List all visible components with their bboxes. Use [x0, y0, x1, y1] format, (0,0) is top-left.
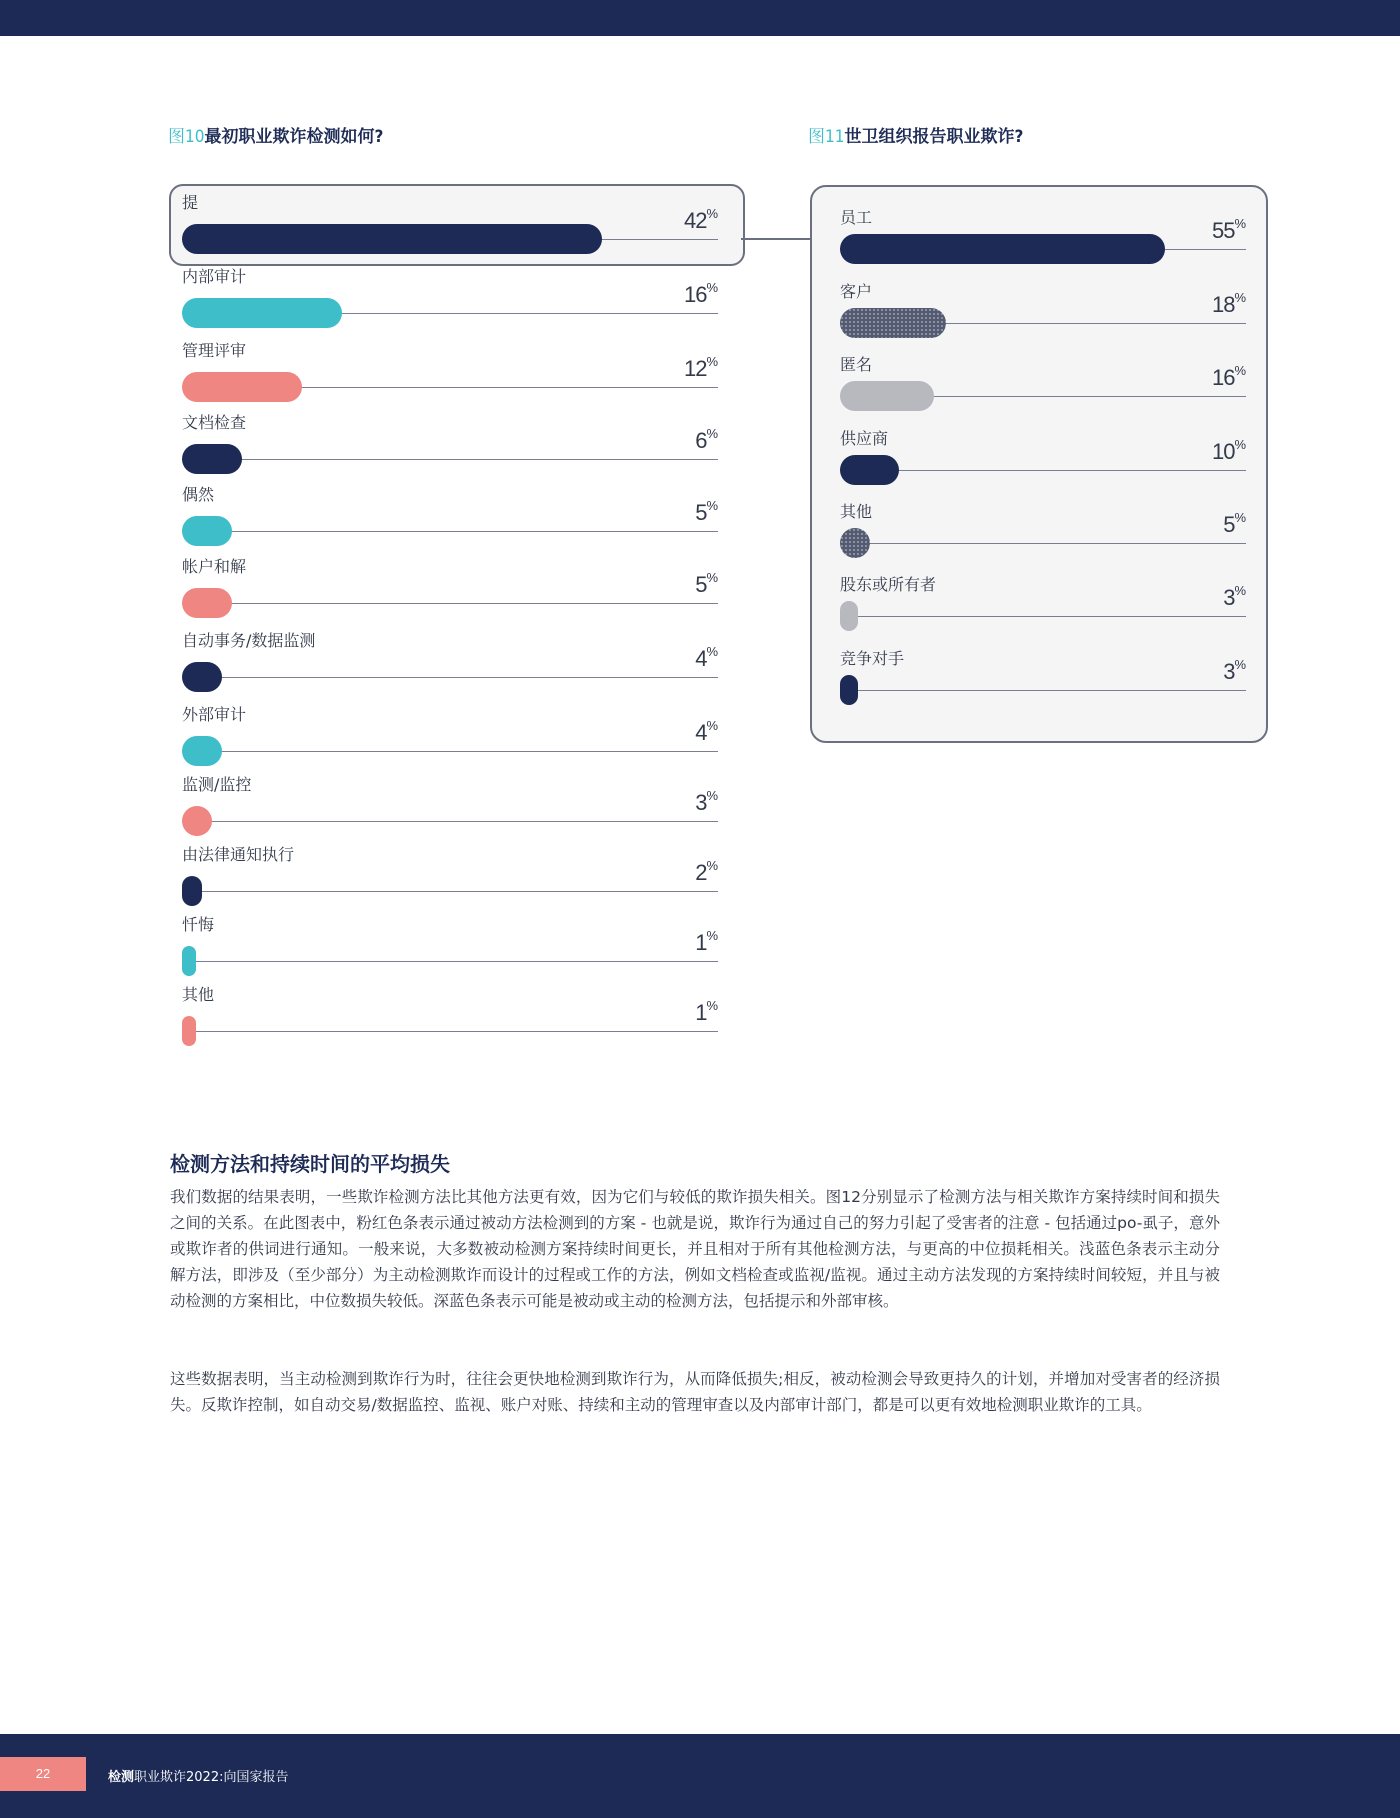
baseline	[182, 821, 718, 822]
bar-label: 其他	[840, 502, 873, 521]
value-label: 18%	[1211, 290, 1246, 317]
bar-label: 监测/监控	[182, 775, 252, 794]
value-label: 42%	[683, 206, 718, 233]
footer-title	[108, 1766, 288, 1785]
bar	[840, 601, 858, 631]
chart-row	[836, 352, 1246, 422]
figure11-chart	[836, 205, 1246, 725]
bar-label: 外部审计	[182, 705, 247, 724]
bar	[182, 298, 342, 328]
figure10-title	[168, 122, 383, 147]
footer-title-rest: 职业欺诈2022:向国家报告	[134, 1770, 289, 1785]
chart-row	[178, 482, 718, 552]
chart-row	[178, 912, 718, 982]
baseline	[182, 459, 718, 460]
bar-label: 客户	[840, 282, 873, 301]
bar	[840, 308, 946, 338]
baseline	[840, 616, 1246, 617]
baseline	[182, 1031, 718, 1032]
value-label: 16%	[683, 280, 718, 307]
bar	[840, 675, 858, 705]
bar	[182, 876, 202, 906]
chart-row	[178, 982, 718, 1052]
bar	[840, 381, 934, 411]
section-paragraph-2: 这些数据表明，当主动检测到欺诈行为时，往往会更快地检测到欺诈行为，从而降低损失;相反，被动检测会导致更持久的计划，并增加对受害者的经济损失。反欺诈控制，如自动交易/数据监控、监视、账户对账、持续和主动的管理审查以及内部审计部门，都是可以更有效地检测职业欺诈的工具。	[170, 1370, 1220, 1414]
value-label: 55%	[1211, 216, 1246, 243]
figure10-number: 图10	[168, 127, 205, 147]
bar	[182, 224, 602, 254]
chart-row	[178, 842, 718, 912]
bar	[182, 588, 232, 618]
footer-title-bold: 检测	[108, 1770, 135, 1785]
value-label: 2%	[695, 858, 718, 885]
value-label: 5%	[1223, 510, 1246, 537]
bar-label: 员工	[840, 208, 873, 227]
chart-row	[836, 572, 1246, 642]
bar-label: 匿名	[840, 355, 873, 374]
figure10-title-text: 最初职业欺诈检测如何?	[204, 127, 384, 147]
chart-row	[178, 410, 718, 480]
value-label: 3%	[1223, 583, 1246, 610]
bar-label: 供应商	[840, 429, 889, 448]
chart-row	[836, 499, 1246, 569]
value-label: 10%	[1211, 437, 1246, 464]
figure11-number: 图11	[808, 127, 845, 147]
bar-label: 股东或所有者	[840, 575, 937, 594]
baseline	[840, 543, 1246, 544]
value-label: 3%	[695, 788, 718, 815]
bar	[840, 234, 1165, 264]
chart-row	[178, 338, 718, 408]
bar-label: 提	[182, 193, 199, 212]
section-title: 检测方法和持续时间的平均损失	[170, 1152, 450, 1176]
bar-label: 忏悔	[182, 915, 215, 934]
chart-row	[178, 772, 718, 842]
baseline	[840, 690, 1246, 691]
figure10-chart	[178, 190, 718, 1030]
figure11-title-text: 世卫组织报告职业欺诈?	[844, 127, 1024, 147]
value-label: 4%	[695, 644, 718, 671]
bar-label: 其他	[182, 985, 215, 1004]
baseline	[182, 603, 718, 604]
bar-label: 帐户和解	[182, 557, 247, 576]
section-paragraph-1: 我们数据的结果表明，一些欺诈检测方法比其他方法更有效，因为它们与较低的欺诈损失相关。图12分别显示了检测方法与相关欺诈方案持续时间和损失之间的关系。在此图表中，粉红色条表示通过被动方法检测到的方案 - 也就是说，欺诈行为通过自己的努力引起了受害者的注意 - 包括通过po-虱子，意外或欺诈者的供词进行通知。一般来说，大多数被动检测方案持续时间更长，并且相对于所有其他检测方法，与更高的中位损耗相关。浅蓝色条表示主动分解方法，即涉及（至少部分）为主动检测欺诈而设计的过程或工作的方法，例如文档检查或监视/监视。通过主动方法发现的方案持续时间较短，并且与被动检测的方案相比，中位数损失较低。深蓝色条表示可能是被动或主动的检测方法，包括提示和外部审核。	[170, 1188, 1220, 1310]
bar	[182, 372, 302, 402]
baseline	[182, 751, 718, 752]
bar	[840, 528, 870, 558]
frame-connector-line	[741, 238, 811, 240]
value-label: 1%	[695, 928, 718, 955]
bar	[182, 516, 232, 546]
chart-row	[836, 426, 1246, 496]
baseline	[182, 961, 718, 962]
value-label: 4%	[695, 718, 718, 745]
bar	[182, 1016, 196, 1046]
bar	[182, 736, 222, 766]
value-label: 6%	[695, 426, 718, 453]
bar-label: 自动事务/数据监测	[182, 631, 316, 650]
bar	[182, 444, 242, 474]
chart-row	[178, 702, 718, 772]
chart-row	[836, 646, 1246, 716]
top-bar	[0, 0, 1400, 36]
bar-label: 竞争对手	[840, 649, 905, 668]
figure11-title	[808, 122, 1023, 147]
value-label: 3%	[1223, 657, 1246, 684]
page-number: 22	[0, 1757, 86, 1791]
chart-row	[178, 628, 718, 698]
bar	[182, 662, 222, 692]
bar	[182, 806, 212, 836]
bar-label: 由法律通知执行	[182, 845, 295, 864]
value-label: 1%	[695, 998, 718, 1025]
chart-row	[178, 554, 718, 624]
bar-label: 偶然	[182, 485, 215, 504]
value-label: 5%	[695, 570, 718, 597]
baseline	[182, 531, 718, 532]
chart-row	[836, 205, 1246, 275]
chart-row	[836, 279, 1246, 349]
bar-label: 文档检查	[182, 413, 247, 432]
baseline	[840, 470, 1246, 471]
value-label: 16%	[1211, 363, 1246, 390]
baseline	[182, 891, 718, 892]
bar	[182, 946, 196, 976]
bar	[840, 455, 899, 485]
bar-label: 内部审计	[182, 267, 247, 286]
chart-row	[178, 264, 718, 334]
chart-row	[178, 190, 718, 260]
value-label: 5%	[695, 498, 718, 525]
baseline	[182, 677, 718, 678]
value-label: 12%	[683, 354, 718, 381]
bar-label: 管理评审	[182, 341, 247, 360]
